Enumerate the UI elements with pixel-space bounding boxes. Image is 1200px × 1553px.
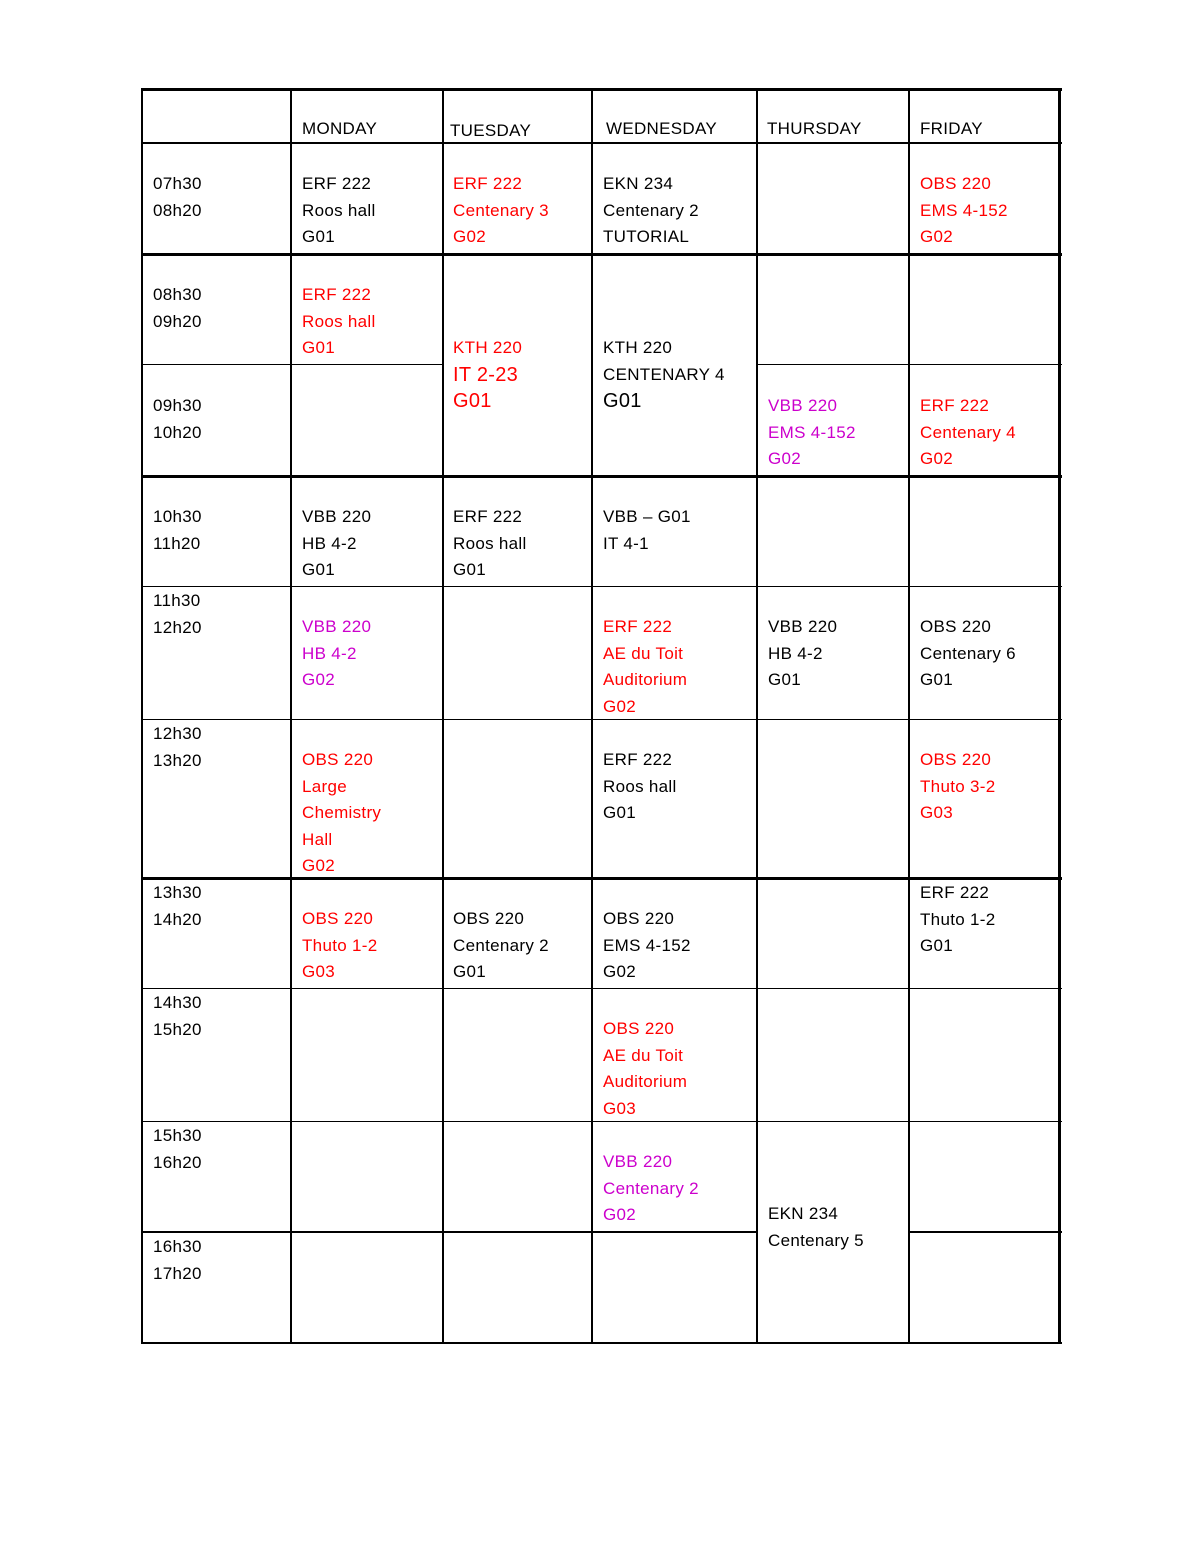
time-end: 12h20 (153, 617, 202, 637)
time-slot (153, 880, 202, 933)
session-line: Auditorium (603, 670, 688, 689)
grid-line (591, 88, 593, 1344)
session-line: KTH 220 (453, 338, 523, 357)
session-line: G01 (302, 227, 336, 246)
session-line: Centenary 6 (920, 643, 1016, 663)
grid-line (141, 253, 1062, 256)
session-line: EMS 4-152 (920, 200, 1008, 220)
time-start: 13h30 (153, 883, 202, 902)
time-slot (153, 588, 202, 641)
grid-line (141, 1121, 1062, 1122)
session-line: Centenary 2 (603, 1178, 699, 1198)
session-cell (302, 614, 371, 694)
time-end: 17h20 (153, 1263, 202, 1283)
day-header-monday: MONDAY (302, 119, 378, 138)
session-line: IT 2-23 (453, 363, 519, 386)
session-line: VBB 220 (302, 507, 372, 526)
grid-line (442, 88, 444, 1344)
session-line: OBS 220 (920, 617, 992, 636)
time-end: 10h20 (153, 422, 202, 442)
grid-line (141, 142, 1062, 144)
session-cell (302, 282, 376, 362)
session-line: VBB 220 (302, 617, 372, 636)
session-line: G02 (603, 962, 637, 981)
session-line: OBS 220 (920, 750, 992, 769)
session-cell (302, 906, 377, 986)
time-start: 15h30 (153, 1126, 202, 1145)
session-line: G02 (453, 227, 487, 246)
time-end: 13h20 (153, 750, 202, 770)
session-line: VBB – G01 (603, 507, 691, 526)
time-slot (153, 1123, 202, 1176)
session-line: HB 4-2 (302, 533, 357, 553)
session-line: ERF 222 (302, 174, 372, 193)
time-start: 16h30 (153, 1237, 202, 1256)
session-line: ERF 222 (603, 617, 673, 636)
day-header-friday: FRIDAY (920, 119, 983, 138)
session-line: EMS 4-152 (603, 935, 691, 955)
session-line: Centenary 4 (920, 422, 1016, 442)
session-line: EKN 234 (768, 1204, 839, 1223)
day-header-thursday: THURSDAY (767, 119, 862, 138)
session-line: Roos hall (453, 533, 527, 553)
session-line: IT 4-1 (603, 533, 649, 553)
session-cell (603, 171, 699, 251)
session-cell (453, 906, 549, 986)
session-line: Hall (302, 829, 333, 849)
session-line: G01 (302, 338, 336, 357)
session-cell (453, 171, 549, 251)
grid-line (1058, 88, 1061, 1344)
time-slot (153, 282, 202, 335)
time-end: 08h20 (153, 200, 202, 220)
time-slot (153, 721, 202, 774)
session-line: Thuto 1-2 (920, 909, 996, 929)
time-slot (153, 171, 202, 224)
session-line: Roos hall (302, 200, 376, 220)
time-start: 07h30 (153, 174, 202, 193)
session-line: G01 (920, 936, 954, 955)
session-line: G01 (302, 560, 336, 579)
session-line: OBS 220 (920, 174, 992, 193)
session-line: KTH 220 (603, 338, 673, 357)
session-line: OBS 220 (302, 750, 374, 769)
session-line: ERF 222 (453, 174, 523, 193)
session-line: Roos hall (302, 311, 376, 331)
time-slot (153, 393, 202, 446)
session-cell (453, 504, 527, 584)
session-cell (603, 335, 725, 415)
session-line: G02 (768, 449, 802, 468)
time-start: 08h30 (153, 285, 202, 304)
session-cell (302, 747, 381, 880)
grid-line (141, 1231, 758, 1233)
session-line: EMS 4-152 (768, 422, 856, 442)
session-cell (302, 504, 371, 584)
grid-line (756, 88, 758, 1344)
grid-line (141, 988, 1062, 989)
session-cell (603, 614, 687, 720)
session-line: G02 (920, 227, 954, 246)
session-line: OBS 220 (603, 909, 675, 928)
session-cell (920, 880, 995, 960)
session-line: G03 (603, 1098, 637, 1118)
time-slot (153, 1234, 202, 1287)
session-line: G01 (603, 803, 637, 822)
session-cell (768, 1201, 864, 1254)
session-line: G01 (768, 670, 802, 689)
session-line: Centenary 2 (603, 200, 699, 220)
session-cell (920, 747, 995, 827)
session-line: OBS 220 (453, 909, 525, 928)
session-cell (603, 906, 691, 986)
session-line: G02 (603, 696, 637, 716)
time-start: 14h30 (153, 993, 202, 1012)
session-line: VBB 220 (768, 396, 838, 415)
session-line: ERF 222 (603, 750, 673, 769)
session-line: G01 (453, 390, 492, 412)
grid-line (141, 1342, 1062, 1344)
time-start: 11h30 (153, 591, 201, 610)
time-end: 14h20 (153, 909, 202, 929)
time-start: 10h30 (153, 507, 202, 526)
session-line: G02 (920, 449, 954, 468)
session-line: Large (302, 776, 347, 796)
session-cell (302, 171, 376, 251)
session-line: Centenary 2 (453, 935, 549, 955)
grid-line (141, 719, 1062, 720)
day-header-wednesday: WEDNESDAY (606, 119, 718, 138)
session-line: ERF 222 (920, 883, 990, 902)
grid-line (141, 586, 1062, 587)
session-line: Auditorium (603, 1072, 688, 1091)
session-line: G02 (302, 670, 336, 689)
time-end: 09h20 (153, 311, 202, 331)
session-line: AE du Toit (603, 643, 684, 663)
time-start: 12h30 (153, 724, 202, 743)
session-line: G01 (453, 560, 487, 579)
session-line: AE du Toit (603, 1045, 684, 1065)
session-cell (920, 393, 1016, 473)
session-line: VBB 220 (768, 617, 838, 636)
session-line: ERF 222 (453, 507, 523, 526)
grid-line (141, 364, 443, 365)
session-line: TUTORIAL (603, 227, 690, 246)
session-line: OBS 220 (603, 1019, 675, 1038)
grid-line (908, 88, 910, 1344)
session-line: OBS 220 (302, 909, 374, 928)
session-line: G03 (920, 803, 954, 822)
grid-line (908, 1231, 1062, 1233)
grid-line (141, 475, 1062, 478)
session-line: G02 (302, 856, 336, 875)
session-cell (603, 1016, 687, 1122)
session-line: VBB 220 (603, 1152, 673, 1171)
session-cell (920, 171, 1008, 251)
time-end: 11h20 (153, 533, 201, 553)
grid-line (290, 88, 292, 1344)
session-line: Centenary 5 (768, 1230, 864, 1250)
session-line: Roos hall (603, 776, 677, 796)
session-cell (920, 614, 1016, 694)
session-line: ERF 222 (920, 396, 990, 415)
session-cell (603, 1149, 699, 1229)
session-line: HB 4-2 (302, 643, 357, 663)
session-cell (603, 747, 677, 827)
time-slot (153, 504, 202, 557)
session-line: Thuto 1-2 (302, 935, 378, 955)
time-slot (153, 990, 202, 1043)
session-line: Centenary 3 (453, 200, 549, 220)
session-cell (768, 614, 837, 694)
session-line: Chemistry (302, 803, 382, 822)
session-line: G02 (603, 1205, 637, 1224)
session-line: G01 (603, 390, 642, 412)
time-end: 16h20 (153, 1152, 202, 1172)
session-line: G01 (453, 962, 487, 981)
session-cell (768, 393, 856, 473)
grid-line (141, 88, 143, 1344)
session-line: G03 (302, 962, 336, 981)
time-end: 15h20 (153, 1019, 202, 1039)
grid-line (141, 88, 1062, 91)
session-cell (453, 335, 522, 415)
session-line: Thuto 3-2 (920, 776, 996, 796)
session-cell (603, 504, 691, 557)
session-line: CENTENARY 4 (603, 364, 725, 384)
session-line: G01 (920, 670, 954, 689)
session-line: HB 4-2 (768, 643, 823, 663)
day-header-tuesday: TUESDAY (450, 121, 532, 140)
session-line: EKN 234 (603, 174, 674, 193)
session-line: ERF 222 (302, 285, 372, 304)
time-start: 09h30 (153, 396, 202, 415)
